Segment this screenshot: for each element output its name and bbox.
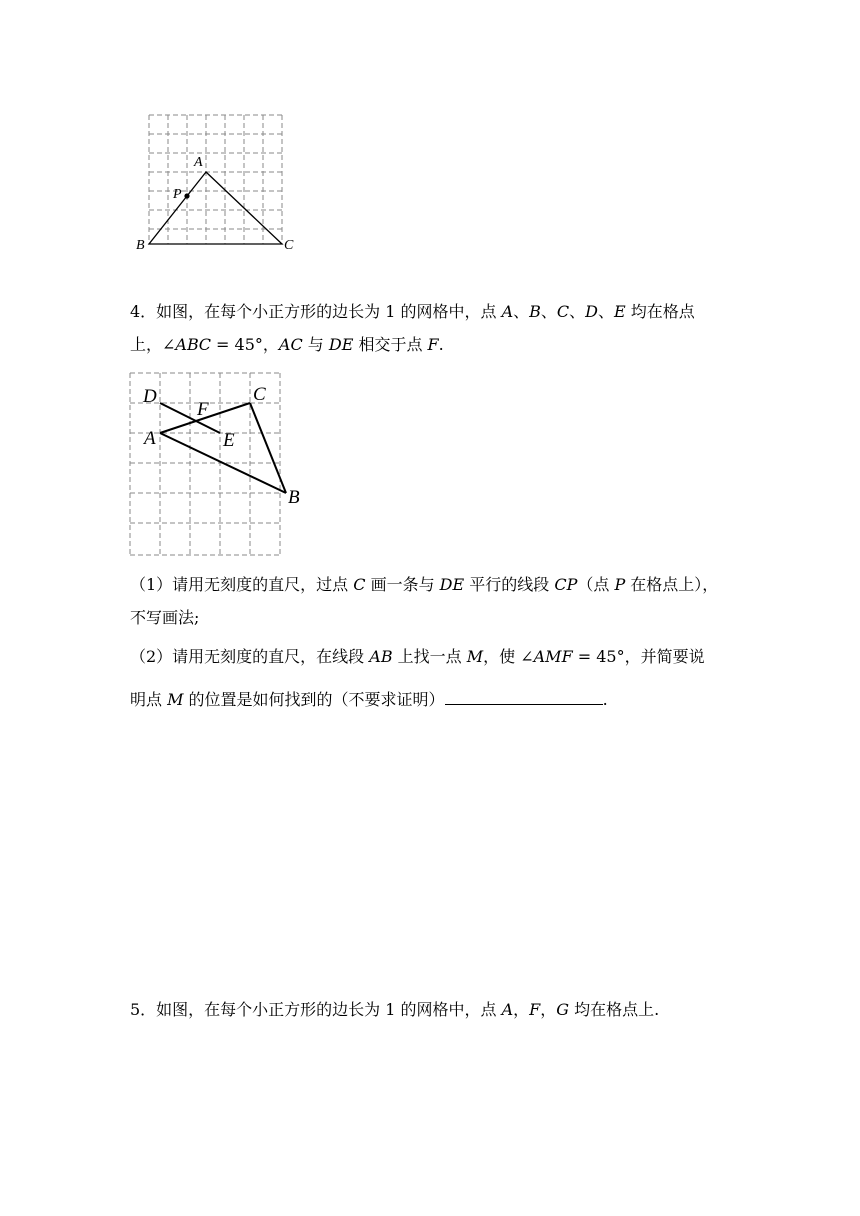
q5-line-1: 5．如图，在每个小正方形的边长为 1 的网格中，点 𝐴，𝐹，𝐺 均在格点上.: [130, 1000, 660, 1019]
q4-part1-line-1: （1）请用无刻度的直尺，过点 𝐶 画一条与 𝐷𝐸 平行的线段 𝐶𝑃（点 𝑃 在格点上），: [130, 575, 719, 594]
point-p: [184, 193, 189, 198]
label-b2: B: [288, 487, 300, 508]
q4-line-1: 4．如图，在每个小正方形的边长为 1 的网格中，点 𝐴、𝐵、𝐶、𝐷、𝐸 均在格点: [130, 302, 695, 321]
label-a2: A: [144, 428, 156, 449]
label-a: A: [194, 155, 203, 170]
q4-part2-text: 明点 𝑀 的位置是如何找到的（不要求证明）: [130, 690, 445, 709]
label-c2: C: [253, 384, 266, 405]
answer-blank[interactable]: [445, 690, 603, 705]
label-f: F: [197, 399, 209, 420]
figure-1-triangle-abc: [130, 110, 300, 260]
label-c: C: [284, 238, 294, 253]
q4-part2-line-2: [130, 690, 608, 710]
figure-2-grid-figure: [120, 365, 310, 565]
triangle-abc: [149, 172, 282, 244]
q4-part2-line-1: （2）请用无刻度的直尺，在线段 𝐴𝐵 上找一点 𝑀，使 ∠𝐴𝑀𝐹 = 45°，并简要说: [130, 647, 705, 666]
q4-part1-line-2: 不写画法;: [130, 608, 200, 627]
label-d: D: [143, 386, 157, 407]
q4-part2-end: .: [602, 690, 608, 709]
q4-line-2: 上，∠𝐴𝐵𝐶 = 45°，𝐴𝐶 与 𝐷𝐸 相交于点 𝐹.: [130, 335, 444, 354]
label-p: P: [173, 187, 182, 202]
label-e: E: [223, 430, 235, 451]
label-b: B: [136, 238, 145, 253]
